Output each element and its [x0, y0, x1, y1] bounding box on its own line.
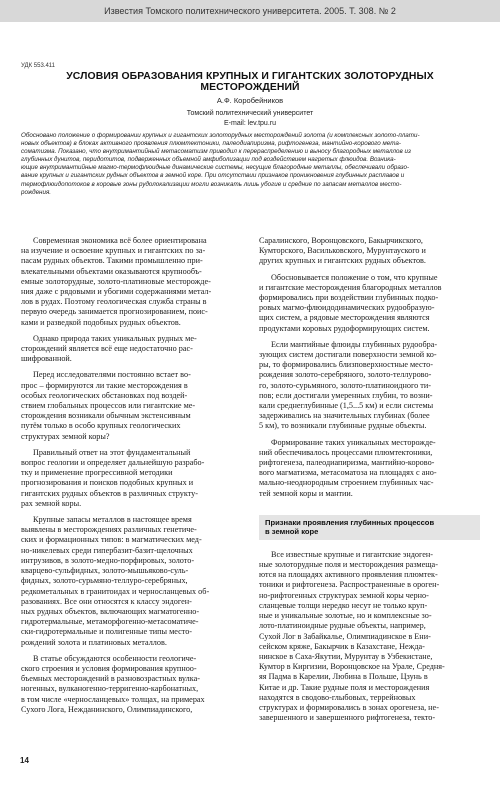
text-line: Сухого Лога, Нежданинского, Олимпиадинского,: [21, 704, 193, 714]
text-line: вопрос геологии и определяет дальнейшую разрабо-: [21, 458, 205, 468]
text-line: сланцевые толщи нередко несут не только круп-: [259, 600, 428, 610]
text-line: сторождений является всё еще недостаточно рас-: [21, 344, 193, 354]
text-line: Крупные запасы металлов в настоящее время: [33, 515, 192, 525]
text-line: на изучение и освоение крупных и гигантских по за-: [21, 246, 206, 256]
text-line: находятся в сводово-глыбовых, террейновых: [259, 692, 416, 702]
text-line: ски-гидротермальные и полигенные типы место-: [21, 627, 193, 637]
text-line: сейском кряже, Бакырчик в Казахстане, Нежда-: [259, 641, 425, 651]
paragraph: [21, 654, 242, 715]
abstract: [21, 132, 479, 197]
right-column: [259, 236, 480, 723]
text-line: Китае и др. Такие рудные поля и месторождения: [259, 682, 430, 692]
author-affiliation: Томский политехнический университет: [186, 110, 314, 117]
text-line: редкометальных в гранитоидах и черносланцевых об-: [21, 586, 210, 596]
text-line: ками и разведкой подобных рудных объектов.: [21, 317, 181, 327]
text-line: нинское в Саха-Якутии, Мурунтау в Узбекистане,: [259, 651, 433, 661]
section-heading-line: в земной коре: [265, 527, 319, 537]
text-line: лото-платиноидные рудные объекты, например,: [259, 621, 426, 631]
abstract-line: новых объектов) в блоках активного проявления плюмтектоники, палеодиапиризма, рифтогенеза, мантийно-корового мета-: [21, 140, 401, 148]
text-line: в том числе «черносланцевых» толщах, на примерах: [21, 694, 205, 704]
journal-citation: Известия Томского политехнического университета. 2005. Т. 308. № 2: [104, 6, 396, 16]
running-header: [0, 0, 500, 22]
text-line: гигантских рудных объектов в различных структу-: [21, 488, 198, 498]
text-line: тоники и рифтогенеза. Распространенные в ороген-: [259, 580, 440, 590]
text-line: ные золоторудные поля и месторождения размеща-: [259, 560, 438, 570]
text-line: мально-неоднородным строением глубинных час-: [259, 478, 434, 488]
text-line: Правильный ответ на этот фундаментальный: [33, 447, 191, 457]
text-line: влекательными объектами оказываются крупнообъ-: [21, 266, 202, 276]
text-line: гидротермальные, метаморфогенно-метасоматиче-: [21, 617, 199, 627]
text-line: прогнозирования и поисков подобных крупных и: [21, 478, 194, 488]
text-line: путём только в особо крупных геологических: [21, 421, 181, 431]
text-line: В статье обсуждаются особенности геологиче-: [33, 653, 197, 663]
text-line: разованиях. Все они относятся к классу эндоген-: [21, 596, 192, 606]
text-line: ских и формационных типов: в магматических мед-: [21, 535, 202, 545]
text-line: ные и уникальные золотые, но и комплексные зо-: [259, 611, 432, 621]
text-line: формировались при воздействии глубинных подко-: [259, 293, 439, 303]
text-line: ры, то формировались близповерхностные место-: [259, 360, 433, 370]
text-line: шифрованной.: [21, 354, 72, 364]
text-line: ния даже с рядовыми и убогими содержаниями метал-: [21, 287, 212, 297]
text-line: ствием глобальных процессов или гигантские ме-: [21, 401, 196, 411]
section-heading-line: Признаки проявления глубинных процессов: [265, 517, 435, 527]
text-line: вого магматизма, метасоматоза на площадях с ано-: [259, 468, 437, 478]
text-line: щих систем, а рядовые месторождения являются: [259, 313, 430, 323]
author-email: E-mail: lev.tpu.ru: [224, 120, 276, 127]
text-line: кварцево-сульфидных, золото-мышьяково-суль-: [21, 566, 189, 576]
text-line: задерживались на значительных глубинах (более: [259, 411, 430, 421]
text-line: Перед исследователями постоянно встает во-: [33, 370, 191, 380]
text-line: Современная экономика всё более ориентирована: [33, 236, 207, 245]
paragraph: [21, 515, 242, 648]
text-line: завершенного и завершенного рифтогенеза, текто-: [259, 713, 436, 723]
abstract-line: термофлюидопотоков в коровые зоны рудолокализации могли возникать лишь убогие и средние по запасам металлов место-: [21, 180, 402, 188]
text-line: продуктами коровых рудоформирующих систем.: [259, 323, 430, 333]
text-line: прос – формируются ли такие месторождения в: [21, 380, 188, 390]
text-line: рождений золота и платиновых металлов.: [21, 637, 167, 647]
text-line: Все известные крупные и гигантские эндоген-: [271, 549, 433, 559]
text-line: особых геологических обстановках под воздей-: [21, 390, 188, 400]
text-line: го, золото-сурьмяного, золото-платиноидного ти-: [259, 380, 431, 390]
section-heading: [259, 515, 480, 540]
text-line: первую очередь занимается прогнозированием, поис-: [21, 307, 208, 317]
article-author: А.Ф. Коробейников: [216, 96, 284, 105]
paragraph: [259, 340, 480, 432]
text-line: зующих систем достигали поверхности земной ко-: [259, 350, 437, 360]
paragraph: [259, 236, 480, 267]
text-line: Саралинского, Воронцовского, Бакырчикского,: [259, 236, 423, 245]
left-column: [21, 236, 242, 715]
text-line: рождения золото-серебряного, золото-теллурово-: [259, 370, 432, 380]
text-line: и гигантские месторождения благородных металлов: [259, 282, 442, 292]
page-number: 14: [20, 756, 29, 765]
article-title: УСЛОВИЯ ОБРАЗОВАНИЯ КРУПНЫХ И ГИГАНТСКИХ ЗОЛОТОРУДНЫХ МЕСТОРОЖДЕНИЙ: [66, 71, 434, 93]
text-line: 5 км), то возникали глубинные рудные объекты.: [259, 421, 427, 431]
text-line: Кумтор в Киргизии, Воронцовское на Урале, Средня-: [259, 662, 445, 672]
text-line: ровых магмо-флюидодинамических рудообразую-: [259, 303, 435, 313]
text-line: тку и применение прогрессивной методики: [21, 468, 173, 478]
text-line: ных рудных объектов, включающих магматогенно-: [21, 606, 200, 616]
paragraph: [259, 550, 480, 723]
text-line: структурах земной коры?: [21, 431, 110, 441]
text-line: рифтогенеза, палеодиапиризма, мантийно-корово-: [259, 458, 435, 468]
text-line: других крупных и гигантских рудных объектов.: [259, 256, 426, 266]
paragraph: [21, 370, 242, 441]
abstract-line: ющие внутримантийные магмо-термофлюидные динамические системы, несущие благородные металлы, обеспечивали образо-: [21, 164, 410, 172]
text-line: яя Падма в Карелии, Любина в Польше, Цзунь в: [259, 672, 428, 682]
text-line: кали среднеглубинные (1,5...5 км) и если системы: [259, 401, 434, 411]
text-line: сторождения возникали обычным экстенсивным: [21, 411, 191, 421]
udk-code: УДК 553.411: [21, 63, 56, 69]
abstract-line: соматизма. Показано, что внутримантийный метасоматизм приводил к перераспределению и выносу благородных металлов из: [21, 148, 411, 156]
text-line: Формирование таких уникальных месторожде-: [271, 437, 436, 447]
text-line: Обосновывается положение о том, что крупные: [271, 272, 438, 282]
text-line: Если мантийные флюиды глубинных рудообра-: [271, 339, 438, 349]
text-line: ского строения и условия формирования крупноо-: [21, 663, 197, 673]
text-line: ются на площадях активного проявления плюмтек-: [259, 570, 438, 580]
text-line: бъемных месторождений в разновозрастных вулка-: [21, 674, 200, 684]
text-line: Кумторского, Васильковского, Мурунтауского и: [259, 246, 426, 256]
text-line: пов; если достигали умеренных глубин, то возни-: [259, 390, 433, 400]
abstract-line: рождения.: [21, 188, 52, 196]
text-line: Однако природа таких уникальных рудных ме-: [33, 333, 197, 343]
text-line: но-никелевых среди гипербазит-базит-щелочных: [21, 545, 193, 555]
text-line: лов в рудах. Поэтому геологическая служба страны в: [21, 297, 207, 307]
text-line: тей земной коры и мантии.: [259, 488, 353, 498]
paragraph: [259, 273, 480, 334]
text-line: Сухой Лог в Забайкалье, Олимпиадинское в Ени-: [259, 631, 431, 641]
text-line: пасам рудных объектов. Такими промышленно при-: [21, 256, 203, 266]
text-line: рах земной коры.: [21, 498, 82, 508]
paragraph: [259, 438, 480, 499]
text-line: ний обеспечивалось процессами плюмтектоники,: [259, 447, 433, 457]
abstract-line: Обосновано положение о формировании крупных и гигантских золоторудных месторождений золота (и комплексных золото-плати-: [21, 132, 420, 139]
text-line: структурах и формировались в зонах орогенеза, не-: [259, 702, 439, 712]
paragraph: [21, 334, 242, 365]
text-line: интрузивов, в золото-медно-порфировых, золото-: [21, 555, 195, 565]
paragraph: [21, 236, 242, 328]
text-line: фидных, золото-сурьмяно-теллуро-серебряных,: [21, 576, 188, 586]
text-line: выявлены в месторождениях различных генетиче-: [21, 525, 197, 535]
text-line: ногенных, вулканогенно-терригенно-карбонатных,: [21, 684, 199, 694]
abstract-line: глубинных дунитов, перидотитов, подверженных объемной амфиболизации под воздействием нагретых флюидов. Возника-: [21, 156, 396, 164]
text-line: но-рифтогенных структурах земной коры черно-: [259, 590, 429, 600]
text-line: емные золоторудные, золото-платиновые месторожде-: [21, 276, 211, 286]
abstract-line: вание крупных и гигантских рудных объектов в земной коре. При отсутствии признаков проникновения глубинных расплавов и: [21, 172, 405, 180]
paragraph: [21, 448, 242, 509]
